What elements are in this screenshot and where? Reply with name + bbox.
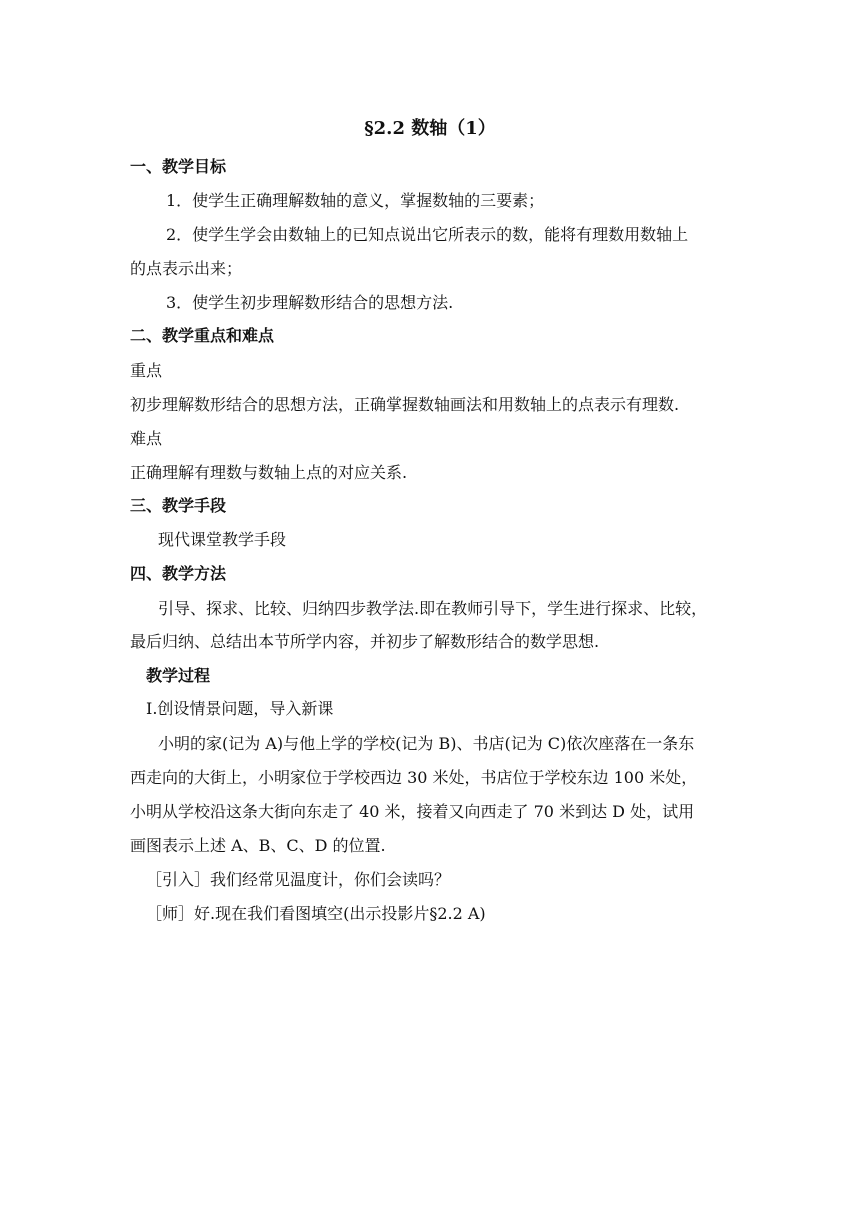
section-heading-process: 教学过程 xyxy=(146,666,211,685)
objective-item-3: 3．使学生初步理解数形结合的思想方法. xyxy=(166,293,454,312)
methods-text-line-1: 引导、探求、比较、归纳四步教学法.即在教师引导下，学生进行探求、比较， xyxy=(158,599,708,618)
page-title: §2.2 数轴（1） xyxy=(364,118,496,139)
means-text: 现代课堂教学手段 xyxy=(158,530,287,549)
difficulty-label: 难点 xyxy=(130,429,163,448)
process-paragraph-line-1: 小明的家(记为 A)与他上学的学校(记为 B)、书店(记为 C)依次座落在一条东 xyxy=(158,734,695,753)
process-part-1: Ⅰ.创设情景问题，导入新课 xyxy=(146,699,334,718)
objective-item-1: 1．使学生正确理解数轴的意义，掌握数轴的三要素； xyxy=(166,191,545,210)
methods-text-line-2: 最后归纳、总结出本节所学内容，并初步了解数形结合的数学思想. xyxy=(130,632,600,651)
process-paragraph-line-4: 画图表示上述 A、B、C、D 的位置. xyxy=(130,836,386,855)
section-heading-objectives: 一、教学目标 xyxy=(130,157,227,176)
key-point-label: 重点 xyxy=(130,361,163,380)
process-intro: ［引入］我们经常见温度计，你们会读吗？ xyxy=(146,870,451,889)
objective-item-2-line-2: 的点表示出来； xyxy=(130,259,243,278)
objective-item-2-line-1: 2．使学生学会由数轴上的已知点说出它所表示的数，能将有理数用数轴上 xyxy=(166,225,689,244)
key-point-text: 初步理解数形结合的思想方法，正确掌握数轴画法和用数轴上的点表示有理数. xyxy=(130,395,680,414)
section-heading-methods: 四、教学方法 xyxy=(130,564,227,583)
difficulty-text: 正确理解有理数与数轴上点的对应关系. xyxy=(130,463,408,482)
process-paragraph-line-2: 西走向的大街上，小明家位于学校西边 30 米处，书店位于学校东边 100 米处， xyxy=(130,768,698,787)
section-heading-key-points: 二、教学重点和难点 xyxy=(130,326,275,345)
process-paragraph-line-3: 小明从学校沿这条大街向东走了 40 米，接着又向西走了 70 米到达 D 处，试用 xyxy=(130,802,695,821)
section-heading-means: 三、教学手段 xyxy=(130,496,227,515)
process-teacher: ［师］好.现在我们看图填空(出示投影片§2.2 A) xyxy=(146,904,486,923)
